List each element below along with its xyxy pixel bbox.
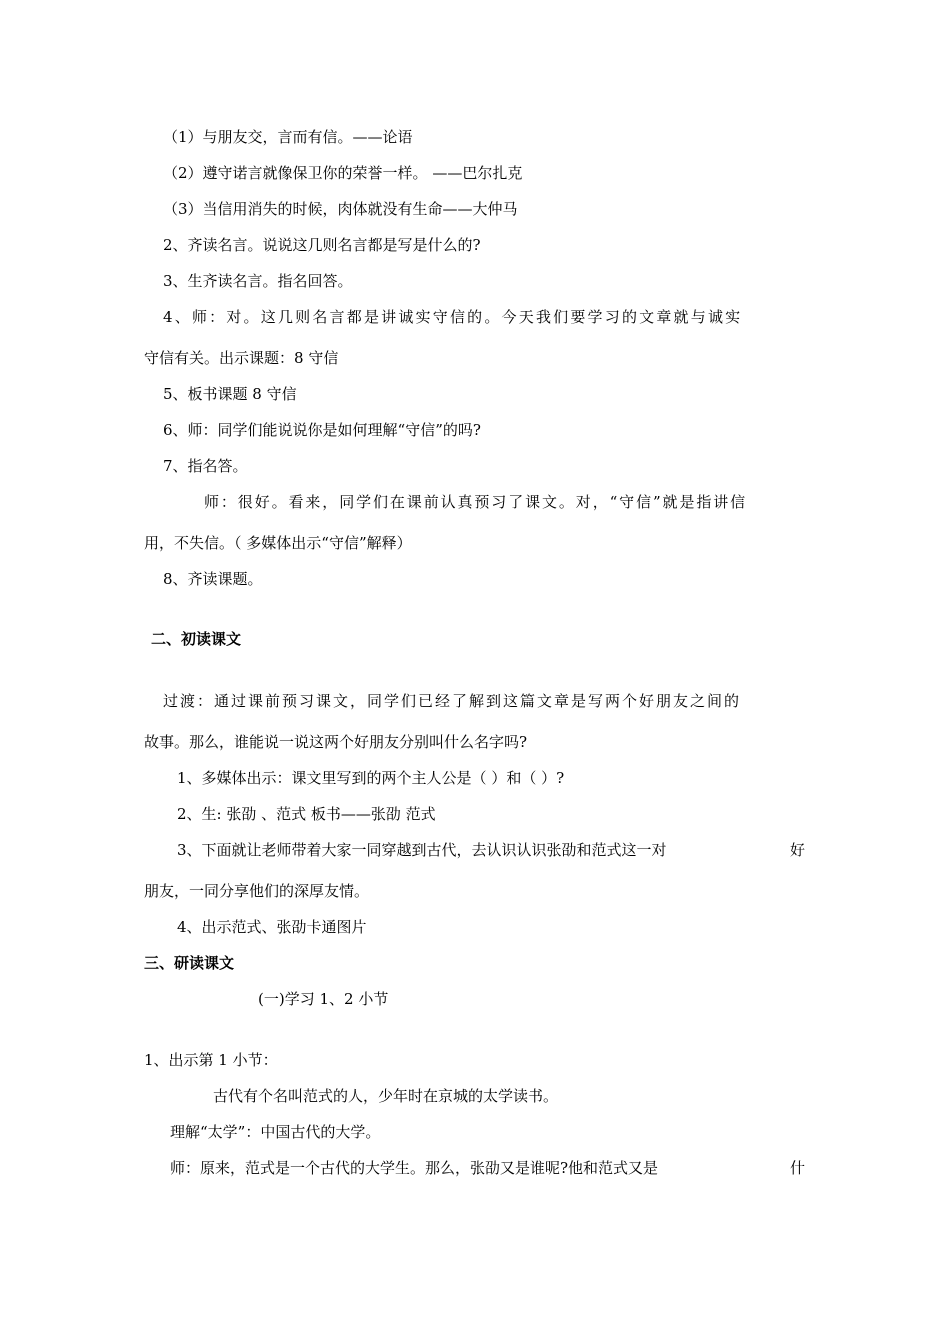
transition-line-1: 过渡：通过课前预习课文，同学们已经了解到这篇文章是写两个好朋友之间的	[163, 692, 742, 710]
teacher-line-1: 师：很好。看来，同学们在课前认真预习了课文。对，“守信”就是指讲信	[204, 493, 748, 511]
part-1-step: 1、出示第 1 小节：	[144, 1051, 278, 1069]
step-8: 8、齐读课题。	[163, 570, 263, 588]
step-3: 3、生齐读名言。指名回答。	[163, 272, 353, 290]
step-4-line-1	[163, 307, 803, 327]
step-4-text: 4、师：对。这几则名言都是讲诚实守信的。今天我们要学习的文章就与诚实	[163, 308, 743, 326]
step-6: 6、师：同学们能说说你是如何理解“守信”的吗?	[163, 421, 481, 439]
part-1-quote: 古代有个名叫范式的人，少年时在京城的太学读书。	[213, 1087, 559, 1105]
read-step-3-line-1: 3、下面就让老师带着大家一同穿越到古代，去认识认识张劭和范式这一对	[177, 841, 667, 859]
subsection-heading: (一)学习 1、2 小节	[258, 990, 389, 1008]
read-step-2: 2、生: 张劭 、范式 板书——张劭 范式	[177, 805, 436, 823]
step-7: 7、指名答。	[163, 457, 248, 475]
read-step-4: 4、出示范式、张劭卡通图片	[177, 918, 367, 936]
transition-line-2: 故事。那么，谁能说一说这两个好朋友分别叫什么名字吗?	[144, 733, 528, 751]
step-2: 2、齐读名言。说说这几则名言都是写是什么的?	[163, 236, 481, 254]
section-heading-3: 三、研读课文	[144, 954, 235, 972]
section-heading-2: 二、初读课文	[151, 630, 242, 648]
part-1-teacher-tail: 什	[790, 1159, 806, 1177]
quote-2: （2）遵守诺言就像保卫你的荣誉一样。 ——巴尔扎克	[163, 164, 523, 182]
part-1-teacher: 师：原来，范式是一个古代的大学生。那么，张劭又是谁呢?他和范式又是	[170, 1159, 659, 1177]
teacher-line-2: 用，不失信。（ 多媒体出示“守信”解释）	[144, 534, 412, 552]
read-step-3-line-2: 朋友，一同分享他们的深厚友情。	[144, 882, 370, 900]
step-4-line-2: 守信有关。出示课题：8 守信	[144, 349, 339, 367]
part-1-understanding: 理解“太学”：中国古代的大学。	[170, 1123, 381, 1141]
quote-3: （3）当信用消失的时候，肉体就没有生命——大仲马	[163, 200, 518, 218]
quote-1: （1）与朋友交，言而有信。——论语	[163, 128, 413, 146]
read-step-1: 1、多媒体出示：课文里写到的两个主人公是（ ）和（ ）?	[177, 769, 565, 787]
read-step-3-tail: 好	[790, 841, 806, 859]
step-5: 5、板书课题 8 守信	[163, 385, 297, 403]
